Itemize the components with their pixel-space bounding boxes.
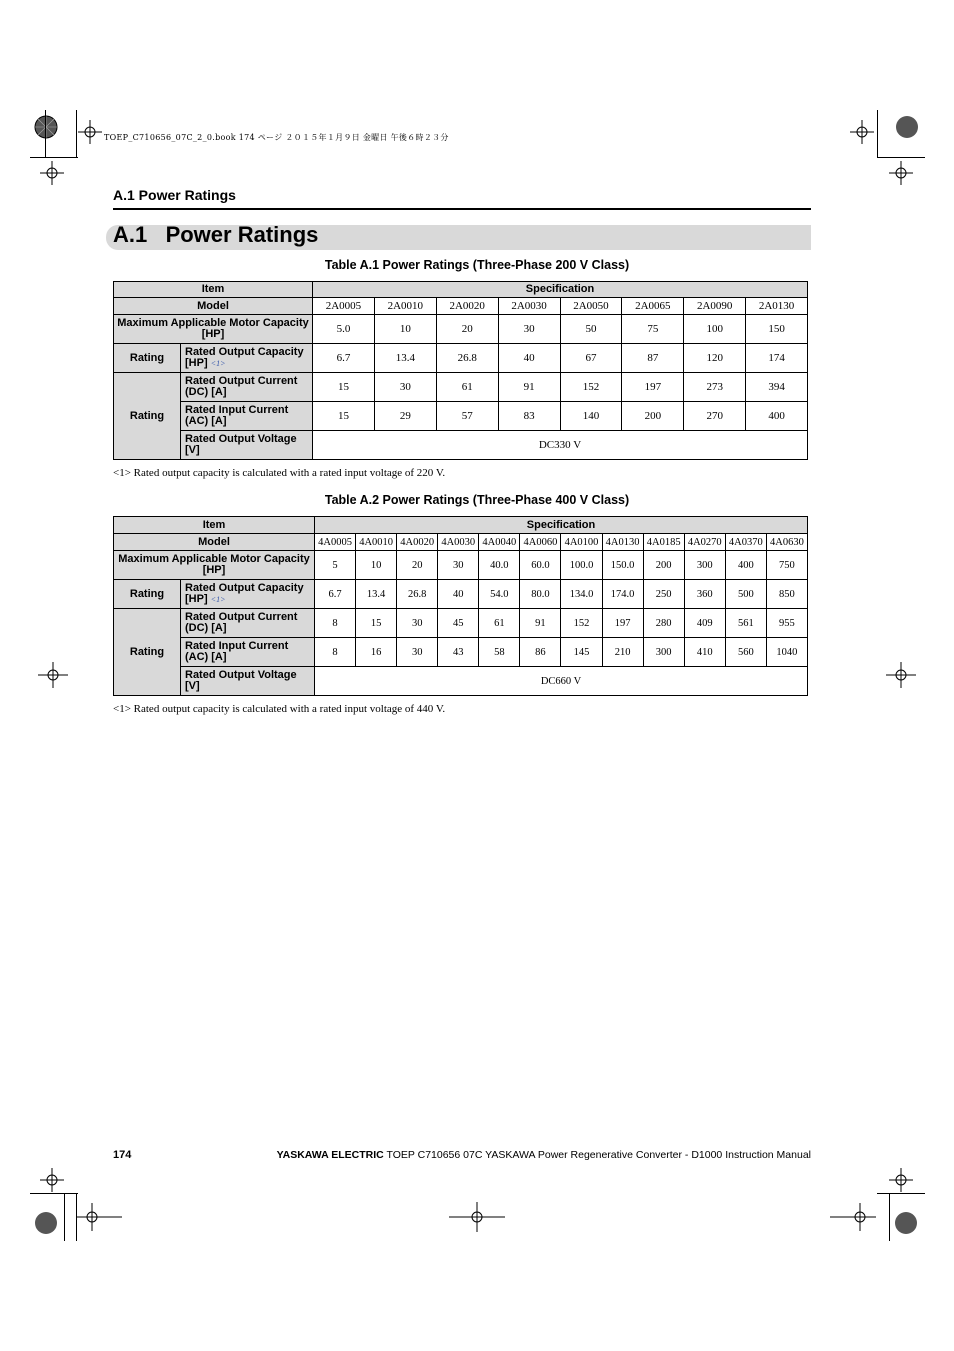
- crop-line: [30, 1193, 78, 1194]
- table-cell: 29: [374, 402, 436, 431]
- rating-label: Rating: [114, 609, 181, 696]
- table-cell: 2A0020: [436, 298, 498, 315]
- table-cell: 120: [684, 344, 746, 373]
- table-cell: 300: [643, 638, 684, 667]
- table-cell: 13.4: [356, 580, 397, 609]
- table-cell: 4A0370: [725, 534, 766, 551]
- row-label: Rated Output Voltage [V]: [181, 667, 315, 696]
- row-label: Rated Output Voltage [V]: [181, 431, 313, 460]
- power-ratings-table-200v: [113, 281, 808, 460]
- table-cell: 5: [315, 551, 356, 580]
- row-label: Model: [114, 298, 313, 315]
- page-number: 174: [113, 1149, 132, 1161]
- table-cell: 100.0: [561, 551, 602, 580]
- table-cell: 280: [643, 609, 684, 638]
- table-cell: 10: [356, 551, 397, 580]
- table-cell: 4A0270: [684, 534, 725, 551]
- table-cell: 30: [498, 315, 560, 344]
- row-label: Rated Output Capacity [HP] <1>: [181, 344, 313, 373]
- footnote-reference[interactable]: <1>: [210, 359, 226, 368]
- item-header: Item: [114, 282, 313, 298]
- crop-line: [45, 110, 46, 158]
- table-cell: 1040: [766, 638, 807, 667]
- row-label: Rated Input Current (AC) [A]: [181, 638, 315, 667]
- table-cell: 13.4: [374, 344, 436, 373]
- table-cell: 410: [684, 638, 725, 667]
- table-cell: 100: [684, 315, 746, 344]
- table-cell: 360: [684, 580, 725, 609]
- table-row: [114, 344, 808, 373]
- table-footnote: <1> Rated output capacity is calculated with a rated input voltage of 440 V.: [113, 703, 446, 715]
- registration-mark-bottom-left: [30, 1165, 130, 1245]
- registration-mark-top-right: [844, 110, 924, 190]
- specification-header: Specification: [315, 517, 808, 534]
- table-cell: 8: [315, 609, 356, 638]
- table-cell: 4A0010: [356, 534, 397, 551]
- table-row: [114, 402, 808, 431]
- table-cell: 400: [746, 402, 808, 431]
- table-cell: 409: [684, 609, 725, 638]
- table-cell: 83: [498, 402, 560, 431]
- table-cell: 4A0005: [315, 534, 356, 551]
- table-cell: 16: [356, 638, 397, 667]
- table-cell: 80.0: [520, 580, 561, 609]
- row-label: Rated Output Current (DC) [A]: [181, 609, 315, 638]
- table-cell: 197: [622, 373, 684, 402]
- table-row: [114, 667, 808, 696]
- row-label: Rated Output Capacity [HP] <1>: [181, 580, 315, 609]
- table-cell: 560: [725, 638, 766, 667]
- table-cell: 40: [498, 344, 560, 373]
- specification-header: Specification: [313, 282, 808, 298]
- footer-brand: YASKAWA ELECTRIC: [276, 1149, 384, 1161]
- table-cell: 6.7: [315, 580, 356, 609]
- power-ratings-table-400v: [113, 516, 808, 696]
- table-cell: 40: [438, 580, 479, 609]
- table-cell: 57: [436, 402, 498, 431]
- table-cell: 6.7: [313, 344, 375, 373]
- footnote-reference[interactable]: <1>: [210, 595, 226, 604]
- table-cell: 250: [643, 580, 684, 609]
- table-cell: 2A0090: [684, 298, 746, 315]
- table-row: [114, 609, 808, 638]
- table-row: [114, 298, 808, 315]
- table-cell: 197: [602, 609, 643, 638]
- table-cell: 750: [766, 551, 807, 580]
- crop-line: [30, 157, 78, 158]
- header-rule: [113, 208, 811, 210]
- table-cell: 200: [643, 551, 684, 580]
- registration-mark-right-middle: [884, 660, 924, 690]
- table-cell: 91: [498, 373, 560, 402]
- row-label: Maximum Applicable Motor Capacity [HP]: [114, 315, 313, 344]
- table-cell: 561: [725, 609, 766, 638]
- table-cell: 4A0130: [602, 534, 643, 551]
- table-cell: 8: [315, 638, 356, 667]
- table-cell: 4A0100: [561, 534, 602, 551]
- table-caption: Table A.2 Power Ratings (Three-Phase 400 V Class): [324, 493, 630, 507]
- table-cell: 850: [766, 580, 807, 609]
- table-cell: 955: [766, 609, 807, 638]
- crop-line: [76, 110, 77, 158]
- footer-text: [277, 1149, 811, 1161]
- registration-mark-bottom-right: [826, 1165, 926, 1245]
- table-cell: 152: [560, 373, 622, 402]
- crop-line: [76, 1193, 77, 1241]
- table-cell: 15: [356, 609, 397, 638]
- table-cell: 75: [622, 315, 684, 344]
- table-cell: 30: [397, 638, 438, 667]
- table-cell: 61: [436, 373, 498, 402]
- table-caption: Table A.1 Power Ratings (Three-Phase 200 V Class): [324, 258, 630, 272]
- table-cell: 150.0: [602, 551, 643, 580]
- table-row: [114, 431, 808, 460]
- table-cell: 5.0: [313, 315, 375, 344]
- table-cell: 4A0185: [643, 534, 684, 551]
- row-label: Maximum Applicable Motor Capacity [HP]: [114, 551, 315, 580]
- table-cell: 26.8: [397, 580, 438, 609]
- table-cell: 30: [374, 373, 436, 402]
- table-cell: 91: [520, 609, 561, 638]
- table-cell: 140: [560, 402, 622, 431]
- table-cell: DC660 V: [315, 667, 808, 696]
- crop-line: [877, 110, 878, 158]
- table-cell: 30: [438, 551, 479, 580]
- table-cell: 150: [746, 315, 808, 344]
- table-footnote: <1> Rated output capacity is calculated with a rated input voltage of 220 V.: [113, 467, 446, 479]
- table-cell: 54.0: [479, 580, 520, 609]
- footer-manual-title: TOEP C710656 07C YASKAWA Power Regenerative Converter - D1000 Instruction Manual: [386, 1149, 811, 1161]
- file-info: TOEP_C710656_07C_2_0.book 174 ページ ２０１５年１月９日 金曜日 午後６時２３分: [104, 133, 449, 142]
- table-row: [114, 638, 808, 667]
- crop-line: [64, 1193, 65, 1241]
- table-row: [114, 373, 808, 402]
- table-cell: 270: [684, 402, 746, 431]
- row-label: Rated Input Current (AC) [A]: [181, 402, 313, 431]
- table-cell: 273: [684, 373, 746, 402]
- table-cell: 67: [560, 344, 622, 373]
- crop-line: [877, 157, 925, 158]
- registration-mark-left-middle: [30, 660, 70, 690]
- table-cell: 15: [313, 373, 375, 402]
- table-cell: 50: [560, 315, 622, 344]
- table-cell: 2A0005: [313, 298, 375, 315]
- table-cell: 10: [374, 315, 436, 344]
- table-cell: 43: [438, 638, 479, 667]
- table-cell: 4A0040: [479, 534, 520, 551]
- table-row: [114, 551, 808, 580]
- table-cell: 4A0630: [766, 534, 807, 551]
- table-cell: 2A0130: [746, 298, 808, 315]
- table-cell: 134.0: [561, 580, 602, 609]
- row-label: Model: [114, 534, 315, 551]
- table-cell: 4A0030: [438, 534, 479, 551]
- running-header: A.1 Power Ratings: [113, 187, 236, 203]
- registration-mark-bottom-center: [447, 1200, 507, 1234]
- table-cell: 87: [622, 344, 684, 373]
- registration-mark-top-left: [30, 110, 110, 190]
- table-row: [114, 580, 808, 609]
- table-row: [114, 315, 808, 344]
- crop-line: [877, 1193, 925, 1194]
- table-cell: 26.8: [436, 344, 498, 373]
- section-title: A.1 Power Ratings: [113, 222, 319, 247]
- table-cell: 86: [520, 638, 561, 667]
- rating-label: Rating: [114, 344, 181, 373]
- table-cell: 394: [746, 373, 808, 402]
- table-cell: 20: [397, 551, 438, 580]
- crop-line: [889, 1193, 890, 1241]
- rating-label: Rating: [114, 580, 181, 609]
- table-cell: 2A0065: [622, 298, 684, 315]
- table-cell: 4A0060: [520, 534, 561, 551]
- table-cell: 2A0050: [560, 298, 622, 315]
- table-cell: 2A0010: [374, 298, 436, 315]
- table-cell: 61: [479, 609, 520, 638]
- table-cell: 4A0020: [397, 534, 438, 551]
- table-cell: 40.0: [479, 551, 520, 580]
- table-cell: 30: [397, 609, 438, 638]
- table-cell: 2A0030: [498, 298, 560, 315]
- table-cell: DC330 V: [313, 431, 808, 460]
- table-row: [114, 534, 808, 551]
- table-cell: 300: [684, 551, 725, 580]
- row-label: Rated Output Current (DC) [A]: [181, 373, 313, 402]
- table-cell: 174: [746, 344, 808, 373]
- table-cell: 58: [479, 638, 520, 667]
- table-cell: 210: [602, 638, 643, 667]
- table-cell: 15: [313, 402, 375, 431]
- table-cell: 145: [561, 638, 602, 667]
- item-header: Item: [114, 517, 315, 534]
- table-cell: 174.0: [602, 580, 643, 609]
- table-cell: 200: [622, 402, 684, 431]
- table-cell: 400: [725, 551, 766, 580]
- rating-label: Rating: [114, 373, 181, 460]
- table-cell: 152: [561, 609, 602, 638]
- table-cell: 60.0: [520, 551, 561, 580]
- table-cell: 45: [438, 609, 479, 638]
- table-cell: 20: [436, 315, 498, 344]
- table-cell: 500: [725, 580, 766, 609]
